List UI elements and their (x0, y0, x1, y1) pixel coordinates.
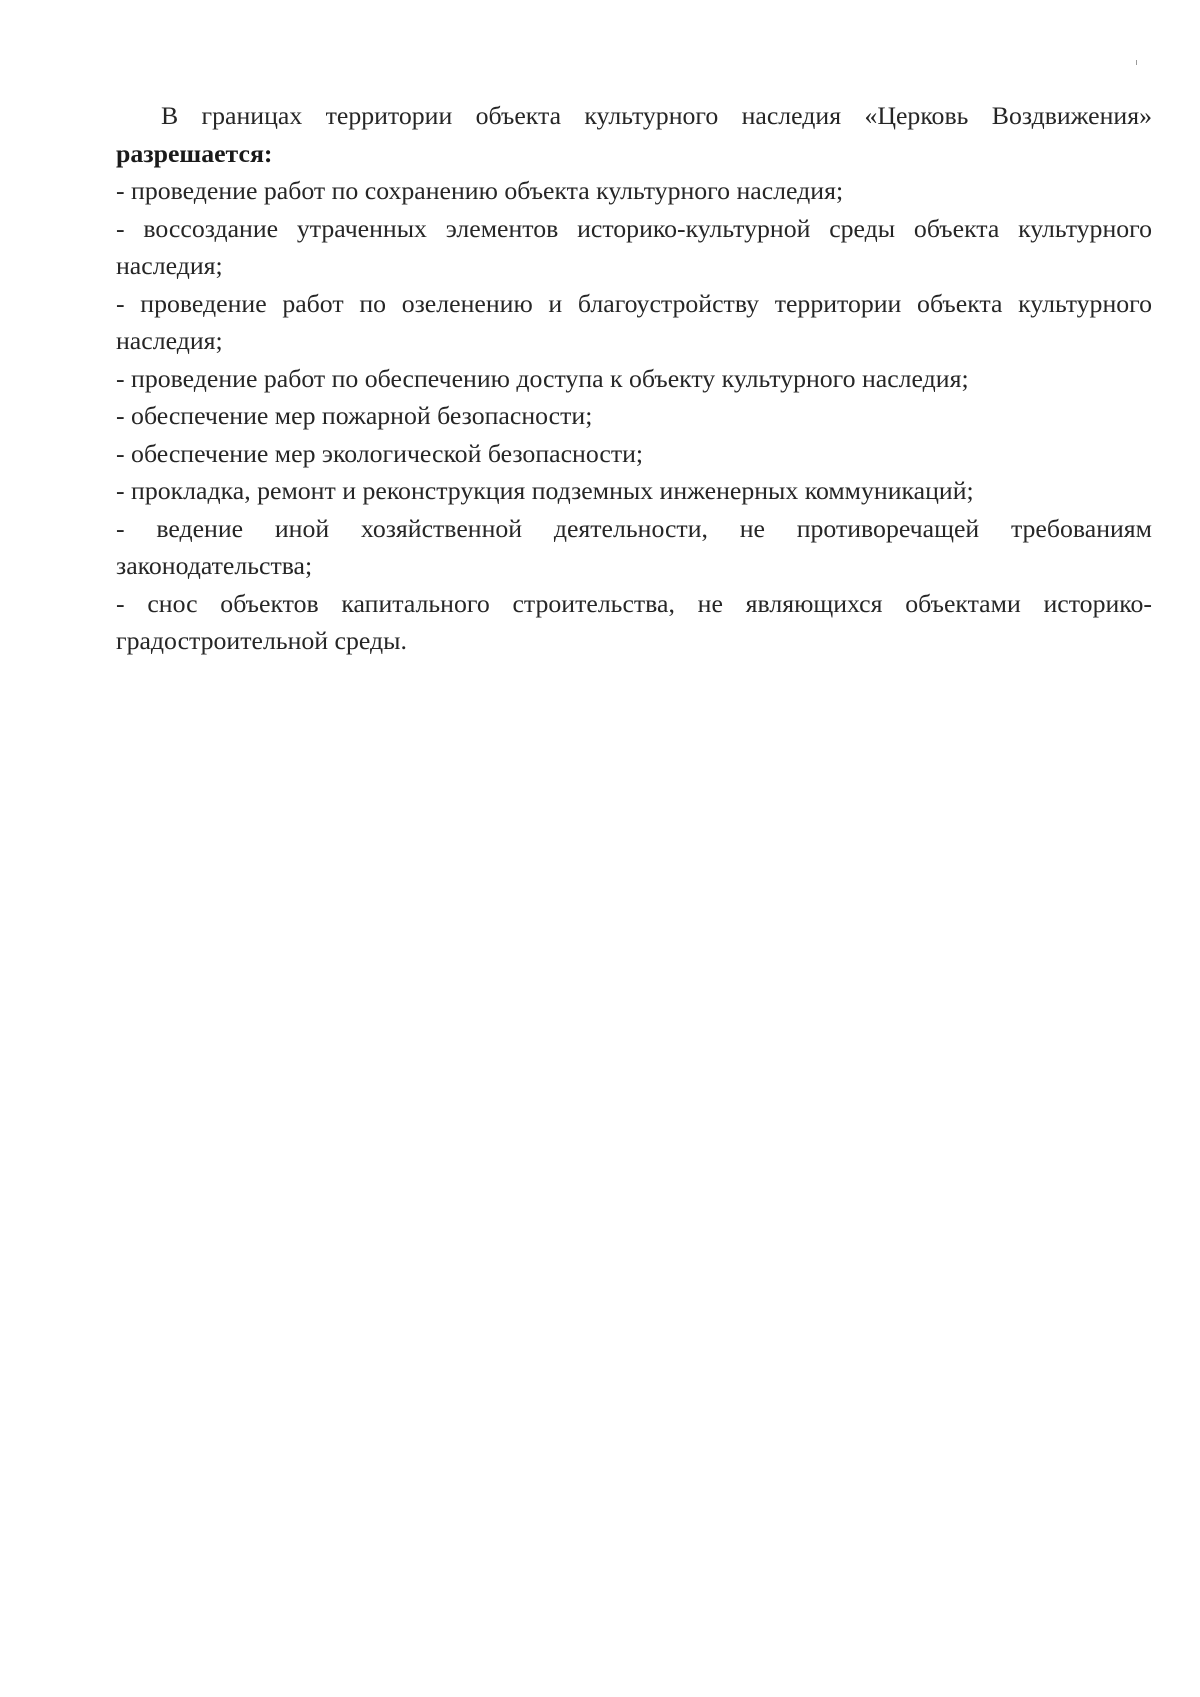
list-item: - прокладка, ремонт и реконструкция подземных инженерных коммуникаций; (116, 476, 974, 505)
list-item: - ведение иной хозяйственной деятельности, не противоречащей требованиям законодательства; (116, 513, 1152, 580)
scan-mark (1136, 60, 1137, 65)
permitted-heading: разрешается: (116, 138, 273, 168)
list-item: - проведение работ по озеленению и благоустройству территории объекта культурного наследия; (116, 288, 1152, 355)
document-body (116, 97, 1152, 660)
list-item: - снос объектов капитального строительства, не являющихся объектами историко-градостроительной среды. (116, 588, 1152, 655)
list-item: - обеспечение мер экологической безопасности; (116, 438, 644, 468)
list-item: - обеспечение мер пожарной безопасности; (116, 401, 593, 430)
intro-paragraph: В границах территории объекта культурного наследия «Церковь Воздвижения» (161, 101, 1152, 130)
list-item: - воссоздание утраченных элементов историко-культурной среды объекта культурного наследия; (116, 213, 1152, 280)
list-item: - проведение работ по обеспечению доступа к объекту культурного наследия; (116, 363, 969, 393)
list-item: - проведение работ по сохранению объекта культурного наследия; (116, 176, 844, 205)
